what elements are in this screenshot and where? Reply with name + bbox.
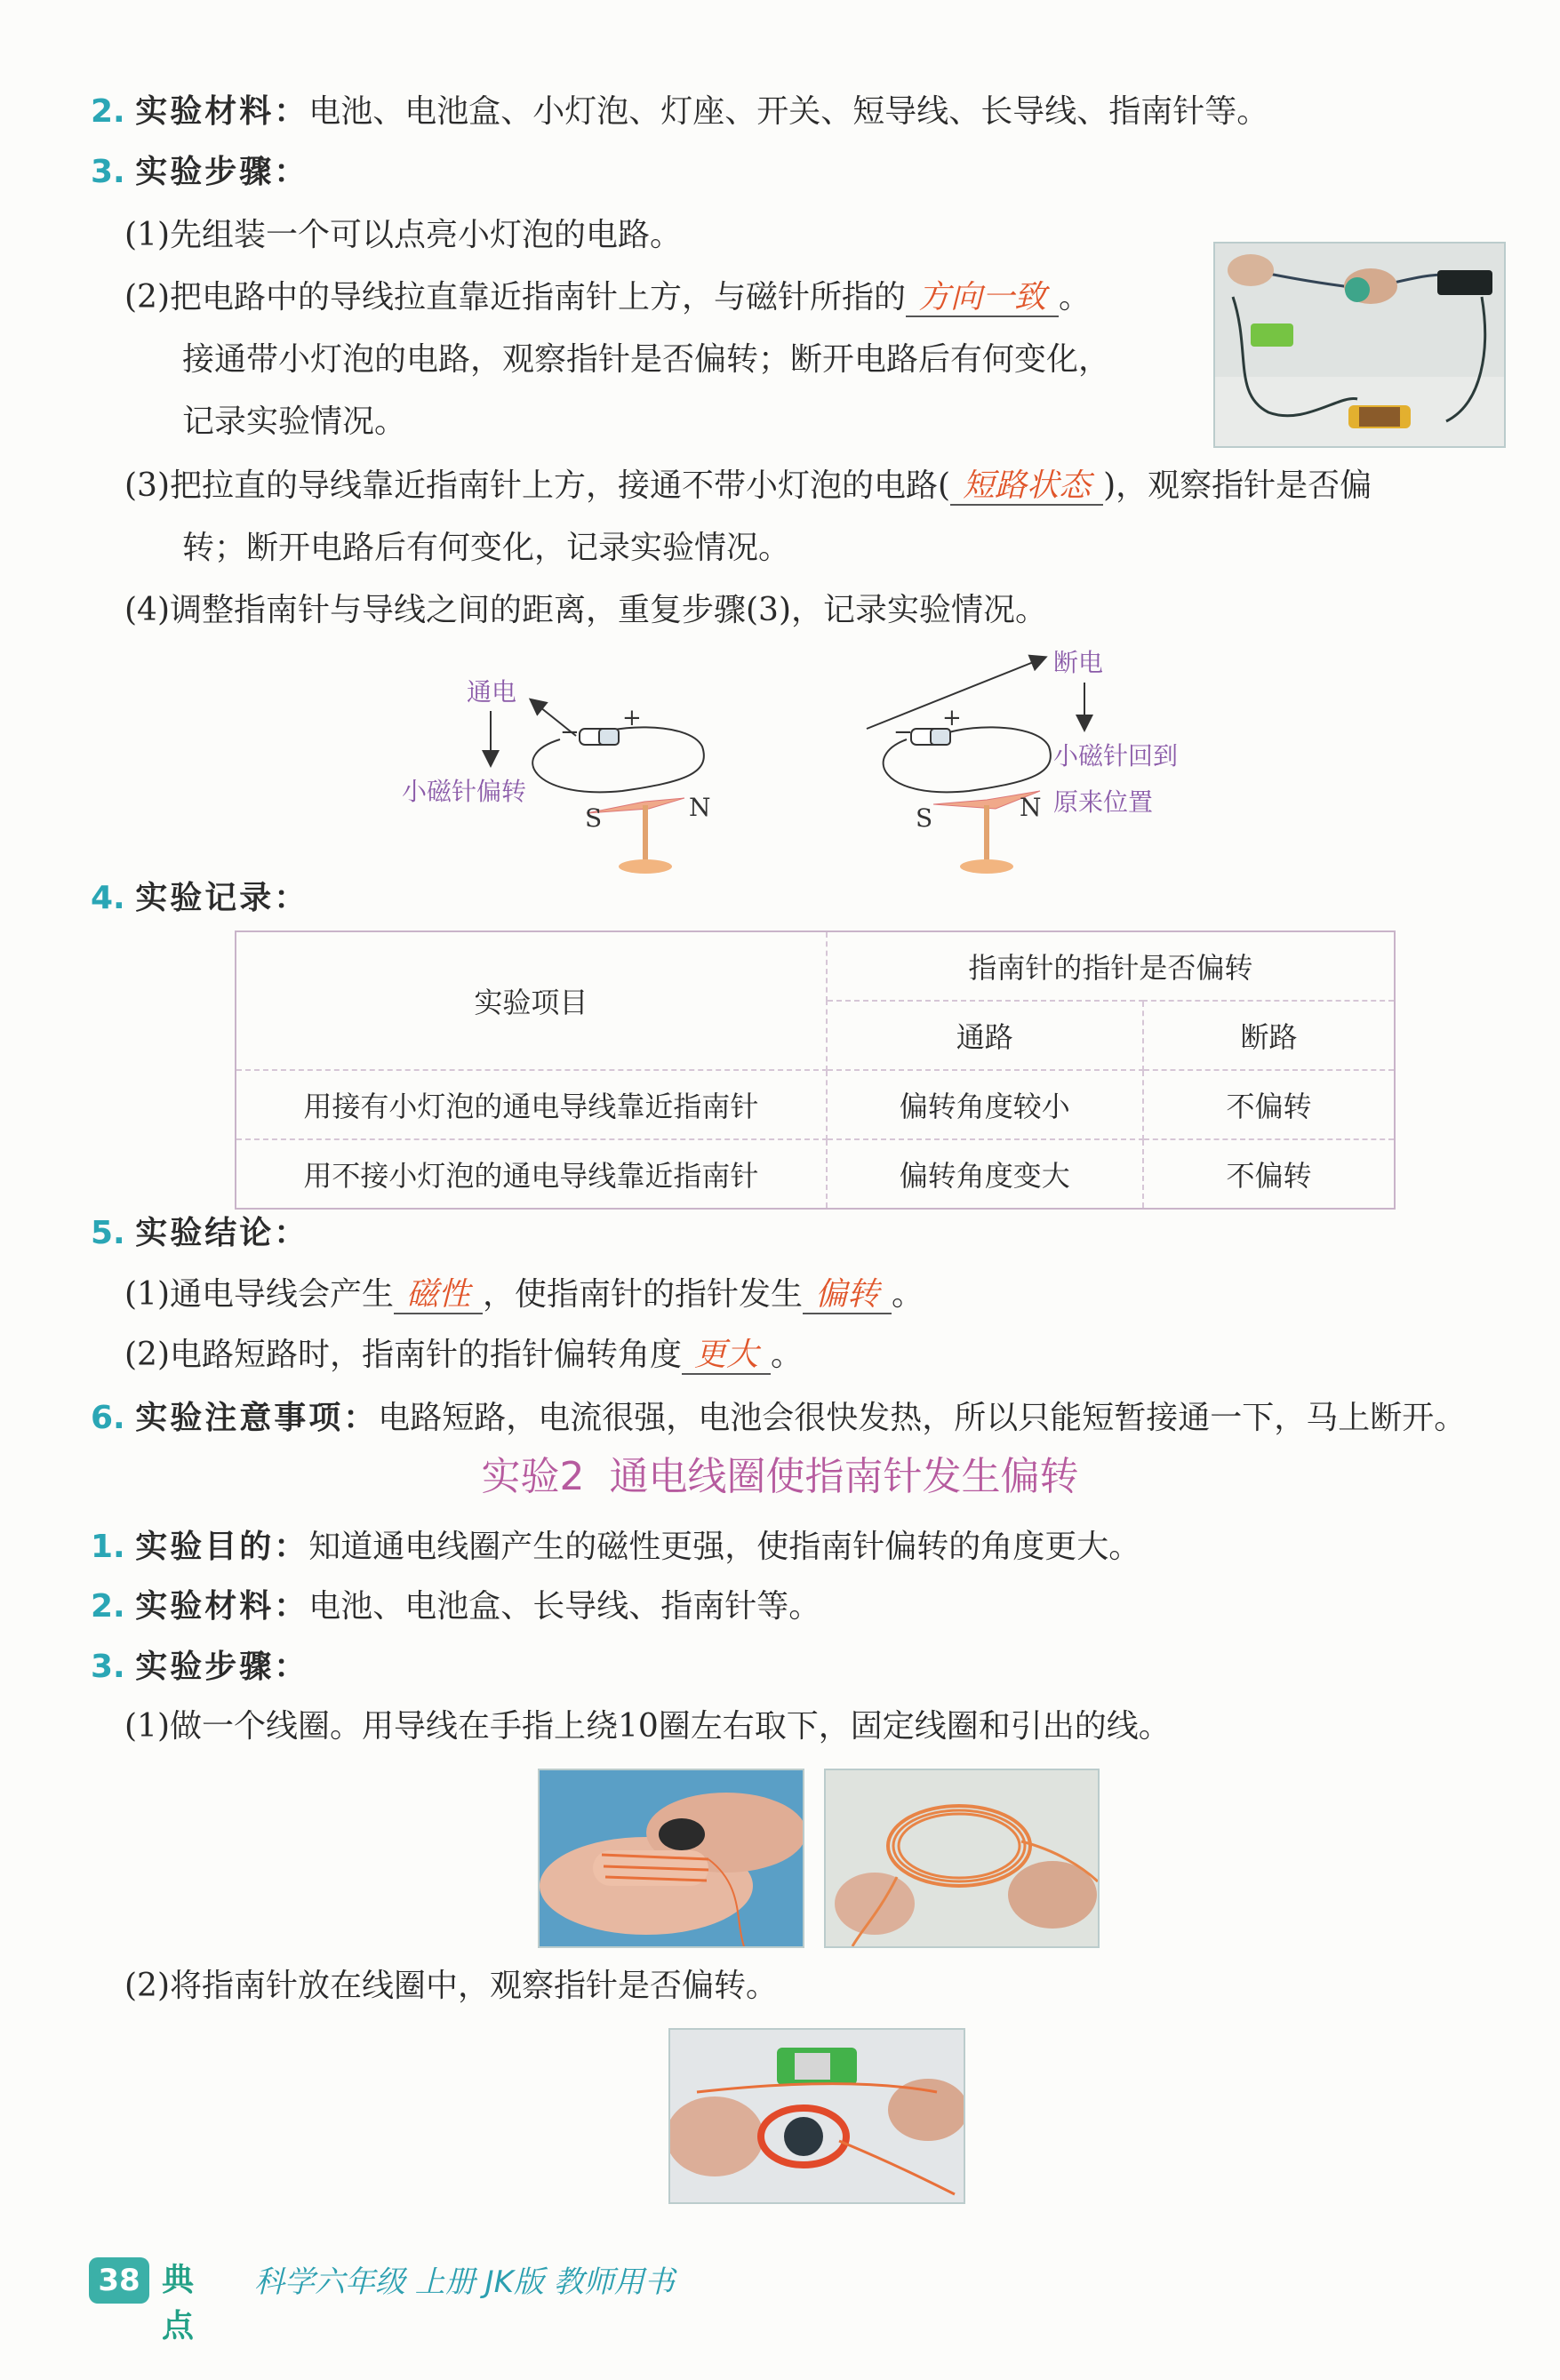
- exp2-title: [0, 1450, 1560, 1504]
- coil-photo-2-image: [826, 1770, 1098, 1946]
- row-closed: 偏转角度变大: [827, 1139, 1143, 1209]
- item-number: 3.: [91, 154, 125, 190]
- item-label: 实验目的：: [135, 1528, 309, 1565]
- minus-sign: −: [893, 719, 913, 746]
- electromagnet-diagram: [382, 640, 1209, 880]
- label-needle-deflects: 小磁针偏转: [402, 777, 527, 806]
- text: 。: [892, 1276, 924, 1313]
- exp2-goal: [91, 1524, 1140, 1569]
- coil-photo-1-image: [540, 1770, 803, 1946]
- item-text: 电池、电池盒、长导线、指南针等。: [308, 1588, 821, 1625]
- text: ，使指南针的指针发生: [483, 1276, 804, 1313]
- minus-sign: −: [560, 719, 580, 746]
- item-text: 知道通电线圈产生的磁性更强，使指南针偏转的角度更大。: [308, 1529, 1141, 1565]
- item-text: 电池、电池盒、小灯泡、灯座、开关、短导线、长导线、指南针等。: [308, 93, 1269, 130]
- north-pole: N: [1020, 793, 1042, 822]
- north-pole: N: [689, 793, 711, 822]
- label-needle-returns-2: 原来位置: [1053, 787, 1154, 817]
- exp1-materials: [91, 89, 1268, 134]
- answer-fill: 偏转: [803, 1277, 892, 1314]
- step-text: )，观察指针是否偏: [1103, 467, 1372, 504]
- item-number: 2.: [91, 1588, 125, 1625]
- exp1-notes: [91, 1395, 1466, 1441]
- exp1-step2-line2: 接通带小灯泡的电路，观察指针是否偏转；断开电路后有何变化，: [182, 341, 1111, 378]
- exp1-steps-heading: [91, 149, 308, 195]
- exp1-step3-line2: 转；断开电路后有何变化，记录实验情况。: [182, 530, 791, 566]
- circuit-photo: [1213, 242, 1506, 448]
- row-item: 用不接小灯泡的通电导线靠近指南针: [236, 1139, 827, 1209]
- south-pole: S: [916, 803, 933, 833]
- item-number: 5.: [91, 1215, 125, 1251]
- plus-sign: +: [622, 705, 642, 731]
- item-label: 实验步骤：: [135, 1648, 309, 1685]
- row-open: 不偏转: [1143, 1070, 1395, 1139]
- item-number: 6.: [91, 1400, 125, 1436]
- table-row: [236, 1070, 1395, 1139]
- item-text: 电路短路，电流很强，电池会很快发热，所以只能短暂接通一下，马上断开。: [378, 1400, 1467, 1436]
- exp2-step2: (2)将指南针放在线圈中，观察指针是否偏转。: [124, 1968, 778, 2004]
- exp1-step4: (4)调整指南针与导线之间的距离，重复步骤(3)，记录实验情况。: [124, 592, 1047, 628]
- exp2-title-text: 通电线圈使指南针发生偏转: [609, 1454, 1079, 1499]
- exp2-steps-heading: [91, 1644, 308, 1689]
- coil-photo-1: [538, 1769, 804, 1948]
- diagram-right-unpowered: [867, 648, 1178, 874]
- row-closed: 偏转角度较小: [827, 1070, 1143, 1139]
- coil-compass-photo: [668, 2028, 965, 2204]
- item-label: 实验注意事项：: [135, 1399, 379, 1436]
- conclusion-1: [124, 1273, 924, 1317]
- header-question: 指南针的指针是否偏转: [827, 931, 1395, 1001]
- south-pole: S: [585, 803, 603, 833]
- exp2-materials: [91, 1584, 820, 1629]
- circuit-photo-image: [1215, 244, 1504, 446]
- text: (1)通电导线会产生: [124, 1276, 394, 1313]
- plus-sign: +: [942, 705, 962, 731]
- conclusion-2: [124, 1333, 803, 1378]
- item-label: 实验材料：: [135, 1587, 309, 1625]
- answer-fill: 磁性: [394, 1277, 483, 1314]
- item-number: 1.: [91, 1529, 125, 1565]
- step-text: (2)把电路中的导线拉直靠近指南针上方，与磁针所指的: [124, 279, 906, 315]
- record-table: [235, 930, 1396, 1210]
- item-label: 实验结论：: [135, 1214, 309, 1251]
- exp1-step2-line3: 记录实验情况。: [182, 403, 407, 440]
- label-needle-returns-1: 小磁针回到: [1053, 741, 1179, 771]
- row-open: 不偏转: [1143, 1139, 1395, 1209]
- table-header-row: [236, 931, 1395, 1001]
- exp2-title-number: 实验2: [481, 1454, 585, 1499]
- header-open-circuit: 断路: [1143, 1001, 1395, 1070]
- exp2-step1: (1)做一个线圈。用导线在手指上绕10圈左右取下，固定线圈和引出的线。: [124, 1708, 1171, 1745]
- item-label: 实验记录：: [135, 879, 309, 916]
- coil-photo-2: [824, 1769, 1100, 1948]
- diagram-left-powered: [402, 677, 711, 874]
- item-label: 实验步骤：: [135, 153, 309, 190]
- book-series: 科学六年级 上册 JK版 教师用书: [254, 2264, 675, 2300]
- item-number: 3.: [91, 1649, 125, 1685]
- label-unpowered: 断电: [1053, 648, 1104, 677]
- header-closed-circuit: 通路: [827, 1001, 1143, 1070]
- item-label: 实验材料：: [135, 92, 309, 130]
- exp1-step2-line1: [124, 276, 1091, 320]
- row-item: 用接有小灯泡的通电导线靠近指南针: [236, 1070, 827, 1139]
- header-item: 实验项目: [236, 931, 827, 1070]
- exp1-record-heading: [91, 875, 308, 921]
- table-row: [236, 1139, 1395, 1209]
- step-text: (3)把拉直的导线靠近指南针上方，接通不带小灯泡的电路(: [124, 467, 951, 504]
- brand-logo: 典点: [162, 2262, 195, 2344]
- exp1-step3-line1: [124, 464, 1372, 508]
- item-number: 4.: [91, 880, 125, 916]
- answer-fill: 方向一致: [906, 280, 1059, 317]
- step-text: 。: [1059, 279, 1092, 315]
- coil-compass-photo-image: [670, 2030, 964, 2202]
- page-number: 38: [89, 2257, 149, 2304]
- text: 。: [771, 1337, 804, 1373]
- item-number: 2.: [91, 93, 125, 130]
- exp1-conclusion-heading: [91, 1210, 308, 1256]
- answer-fill: 短路状态: [950, 468, 1103, 506]
- exp1-step1: (1)先组装一个可以点亮小灯泡的电路。: [124, 217, 682, 253]
- text: (2)电路短路时，指南针的指针偏转角度: [124, 1337, 682, 1373]
- answer-fill: 更大: [682, 1338, 771, 1375]
- label-powered: 通电: [467, 677, 517, 707]
